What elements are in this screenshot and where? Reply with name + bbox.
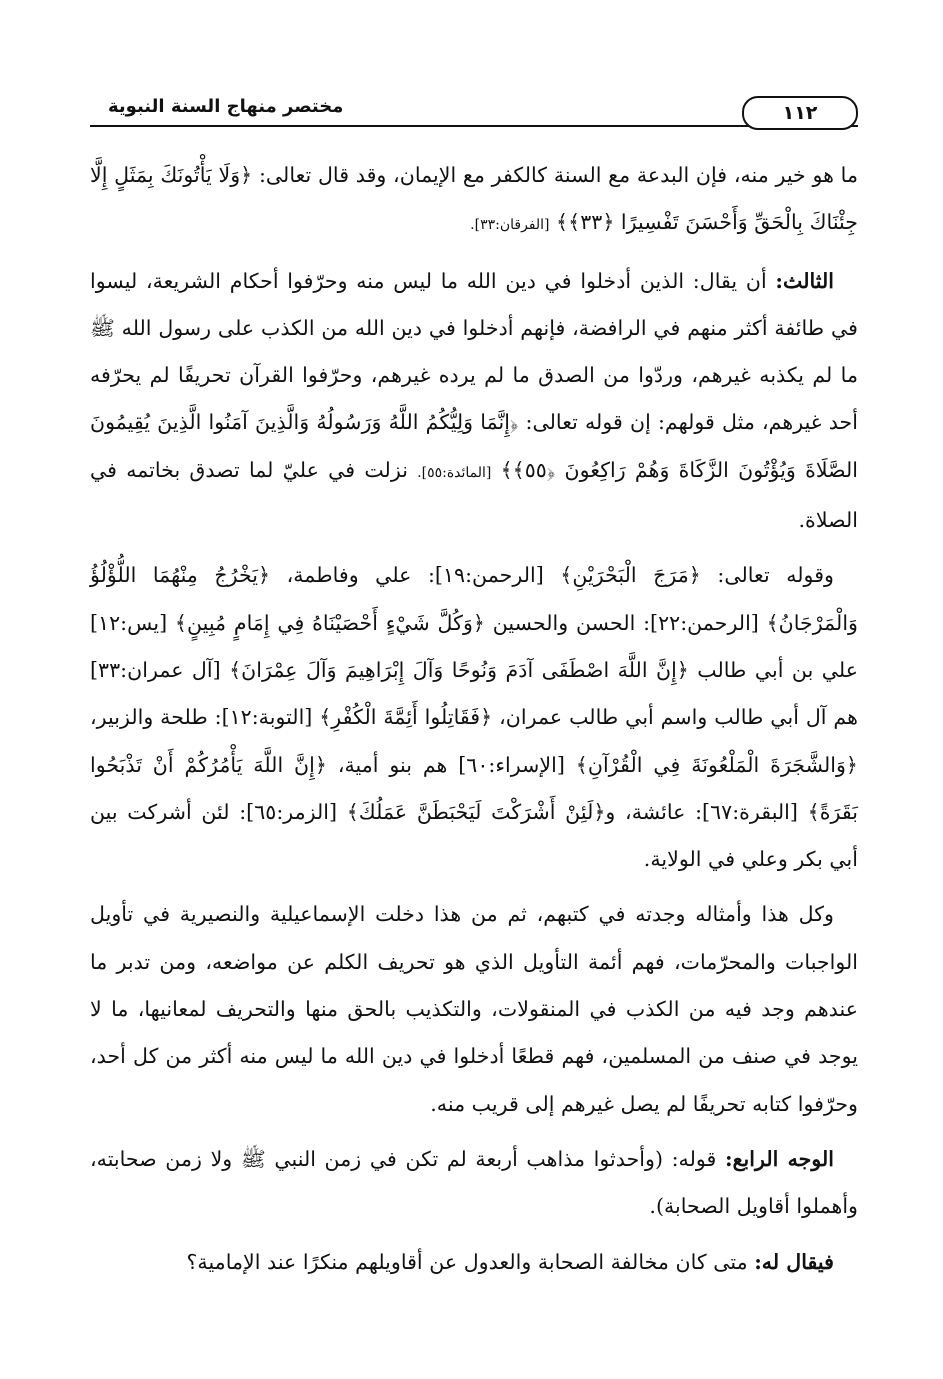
page-header xyxy=(90,92,858,138)
header-rule xyxy=(90,125,858,127)
paragraph-1 xyxy=(90,152,858,250)
paragraph-2-lead: الثالث: xyxy=(775,268,834,293)
paragraph-4 xyxy=(90,891,858,1127)
paragraph-4-text: وكل هذا وأمثاله وجدته في كتبهم، ثم من هذا دخلت الإسماعيلية والنصيرية في تأويل الواجبات والمحرّمات، فهم أئمة التأويل الذي هو تحريف الكلم عن مواضعه، ومن تدبر ما عندهم وجد فيه من الكذب في المنقولات، والتكذيب بالحق منها والتحريف لمعانيها، ما لا يوجد في صنف من المسلمين، فهم قطعًا أدخلوا في دين الله ما ليس منه أكثر من كل أحد، وحرّفوا كتابه تحريفًا لم يصل غيرهم إلى قريب منه. xyxy=(90,902,858,1116)
paragraph-3-text: وقوله تعالى: ﴿مَرَجَ الْبَحْرَيْنِ﴾ [الرحمن:١٩]: علي وفاطمة، ﴿يَخْرُجُ مِنْهُمَا اللُّؤْلُؤُ وَالْمَرْجَانُ﴾ [الرحمن:٢٢]: الحسن والحسين ﴿وَكُلَّ شَيْءٍ أَحْصَيْنَاهُ فِي إِمَامٍ مُبِينٍ﴾ [يس:١٢] علي بن أبي طالب ﴿إِنَّ اللَّهَ اصْطَفَى آدَمَ وَنُوحًا وَآلَ إِبْرَاهِيمَ وَآلَ عِمْرَانَ﴾ [آل عمران:٣٣] هم آل أبي طالب واسم أبي طالب عمران، ﴿فَقَاتِلُوا أَئِمَّةَ الْكُفْرِ﴾ [التوبة:١٢]: طلحة والزبير، ﴿وَالشَّجَرَةَ الْمَلْعُونَةَ فِي الْقُرْآنِ﴾ [الإسراء:٦٠] هم بنو أمية، ﴿إِنَّ اللَّهَ يَأْمُرُكُمْ أَنْ تَذْبَحُوا بَقَرَةً﴾ [البقرة:٦٧]: عائشة، و﴿لَئِنْ أَشْرَكْتَ لَيَحْبَطَنَّ عَمَلُكَ﴾ [الزمر:٦٥]: لئن أشركت بين أبي بكر وعلي في الولاية. xyxy=(90,563,858,872)
paragraph-3 xyxy=(90,552,858,883)
paragraph-5 xyxy=(90,1136,858,1231)
paragraph-6 xyxy=(90,1239,858,1286)
paragraph-5-text: قوله: (وأحدثوا مذاهب أربعة لم تكن في زمن النبي ﷺ ولا زمن صحابته، وأهملوا أقاويل الصحابة). xyxy=(90,1146,858,1219)
paragraph-2-text: أن يقال: الذين أدخلوا في دين الله ما ليس منه وحرّفوا أحكام الشريعة، ليسوا في طائفة أكثر منهم في الرافضة، فإنهم أدخلوا في دين الله من الكذب على رسول الله ﷺ ما لم يكذبه غيرهم، وردّوا من الصدق ما لم يرده غيرهم، وحرّفوا القرآن تحريفًا لم يحرّفه أحد غيرهم، مثل قولهم: إن قوله تعالى: ﴿إِنَّمَا وَلِيُّكُمُ اللَّهُ وَرَسُولُهُ وَالَّذِينَ آمَنُوا الَّذِينَ يُقِيمُونَ الصَّلَاةَ وَيُؤْتُونَ الزَّكَاةَ وَهُمْ رَاكِعُونَ ﴿٥٥﴾﴾ xyxy=(90,268,859,482)
paragraph-6-text: متى كان مخالفة الصحابة والعدول عن أقاويلهم منكرًا عند الإمامية؟ xyxy=(186,1249,748,1274)
running-title: مختصر منهاج السنة النبوية xyxy=(102,96,349,117)
quran-reference: [الفرقان:٣٣]. xyxy=(470,217,550,234)
paragraph-6-lead: فيقال له: xyxy=(754,1249,834,1274)
quran-reference: [المائدة:٥٥]. xyxy=(417,464,492,481)
paragraph-5-lead: الوجه الرابع: xyxy=(724,1146,835,1171)
paragraph-1-text: ما هو خير منه، فإن البدعة مع السنة كالكفر مع الإيمان، وقد قال تعالى: ﴿وَلَا يَأْتُونَكَ بِمَثَلٍ إِلَّا جِئْنَاكَ بِالْحَقِّ وَأَحْسَنَ تَفْسِيرًا ﴿٣٣﴾﴾ xyxy=(90,163,858,235)
page-number: ١١٢ xyxy=(742,96,858,130)
page-body xyxy=(90,152,858,1286)
paragraph-2-text-end: نزلت في عليّ لما تصدق بخاتمه في الصلاة. xyxy=(90,457,858,533)
paragraph-2 xyxy=(90,258,858,545)
